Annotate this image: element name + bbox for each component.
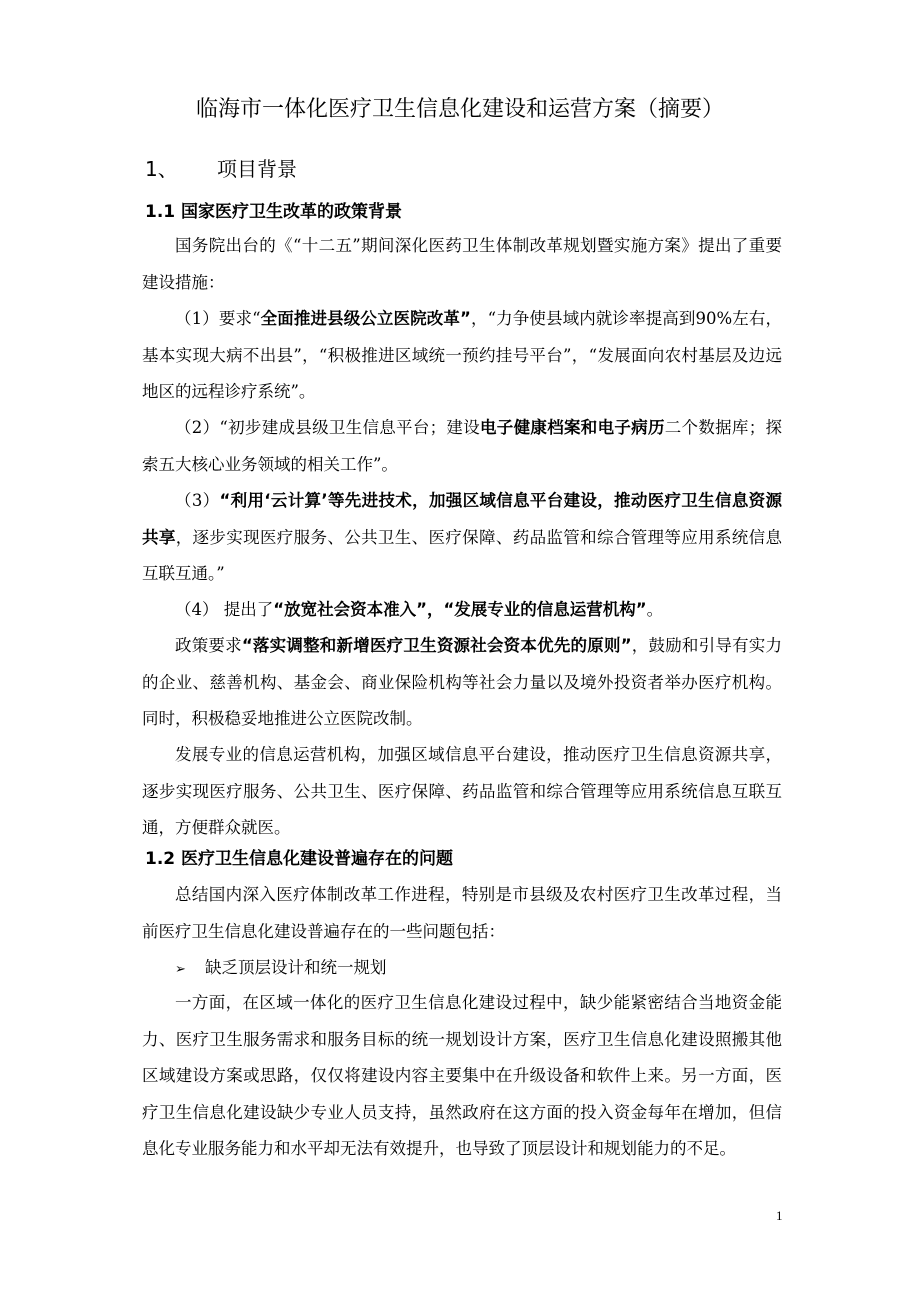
section-heading-1 — [145, 152, 297, 186]
page-number: 1 — [776, 1208, 783, 1223]
paragraph-intro: 国务院出台的《“十二五”期间深化医药卫生体制改革规划暨实施方案》提出了重要建设措施： — [142, 236, 782, 292]
paragraph-planning: 一方面，在区域一体化的医疗卫生信息化建设过程中，缺少能紧密结合当地资金能力、医疗卫生服务需求和服务目标的统一规划设计方案，医疗卫生信息化建设照搬其他区域建设方案或思路，仅仅将建设内容主要集中在升级设备和软件上来。另一方面，医疗卫生信息化建设缺少专业人员支持，虽然政府在这方面的投入资金每年在增加，但信息化专业服务能力和水平却无法有效提升，也导致了顶层设计和规划能力的不足。 — [142, 993, 782, 1159]
paragraph-summary: 总结国内深入医疗体制改革工作进程，特别是市县级及农村医疗卫生改革过程，当前医疗卫生信息化建设普遍存在的一些问题包括： — [142, 885, 782, 941]
text-run: 二个数据库；探索五大核心业务领域的相关工作”。 — [142, 418, 783, 474]
text-run: （3） — [175, 491, 220, 510]
paragraph-policy — [142, 628, 782, 738]
text-run: （2）“初步建成县级卫生信息平台；建设 — [175, 418, 481, 437]
paragraph-development: 发展专业的信息运营机构，加强区域信息平台建设，推动医疗卫生信息资源共享，逐步实现医疗服务、公共卫生、医疗保障、药品监管和综合管理等应用系统信息互联互通，方便群众就医。 — [142, 745, 782, 838]
paragraph-item-4 — [142, 592, 782, 629]
document-title: 临海市一体化医疗卫生信息化建设和运营方案（摘要） — [195, 97, 724, 122]
bold-run: “放宽社会资本准入”，“发展专业的信息运营机构” — [273, 600, 647, 619]
text-run: ，逐步实现医疗服务、公共卫生、医疗保障、药品监管和综合管理等应用系统信息互联互通。” — [142, 527, 783, 584]
bullet-text: 缺乏顶层设计和统一规划 — [205, 958, 387, 977]
paragraph-item-2 — [142, 410, 782, 483]
text-run: 。 — [646, 600, 664, 619]
text-run: （4） 提出了 — [175, 600, 274, 619]
bold-run: “利用‘云计算’等先进技术，加强区域信息平台建设，推动医疗卫生信息资源共享 — [142, 491, 782, 547]
arrow-bullet-icon: ➢ — [175, 962, 186, 977]
text-run: （1）要求“ — [175, 309, 261, 328]
bold-run: “落实调整和新增医疗卫生资源社会资本优先的原则” — [241, 636, 632, 655]
subsection-heading-1-2: 1.2 医疗卫生信息化建设普遍存在的问题 — [145, 849, 454, 869]
text-run: ，鼓励和引导有实力的企业、慈善机构、基金会、商业保险机构等社会力量以及境外投资者举办医疗机构。同时，积极稳妥地推进公立医院改制。 — [142, 636, 782, 729]
text-run: ，“力争使县域内就诊率提高到90%左右，基本实现大病不出县”，“积极推进区域统一预约挂号平台”，“发展面向农村基层及边远地区的远程诊疗系统”。 — [142, 309, 782, 402]
paragraph-item-1 — [142, 301, 782, 411]
bold-run: 电子健康档案和电子病历 — [480, 418, 665, 437]
bold-run: 全面推进县级公立医院改革” — [260, 309, 471, 328]
section-number: 1、 — [145, 157, 178, 181]
subsection-heading-1-1: 1.1 国家医疗卫生改革的政策背景 — [145, 202, 403, 222]
paragraph-item-3 — [142, 483, 782, 593]
text-run: 政策要求 — [175, 636, 242, 655]
section-title: 项目背景 — [217, 157, 297, 181]
bullet-item — [175, 954, 387, 984]
